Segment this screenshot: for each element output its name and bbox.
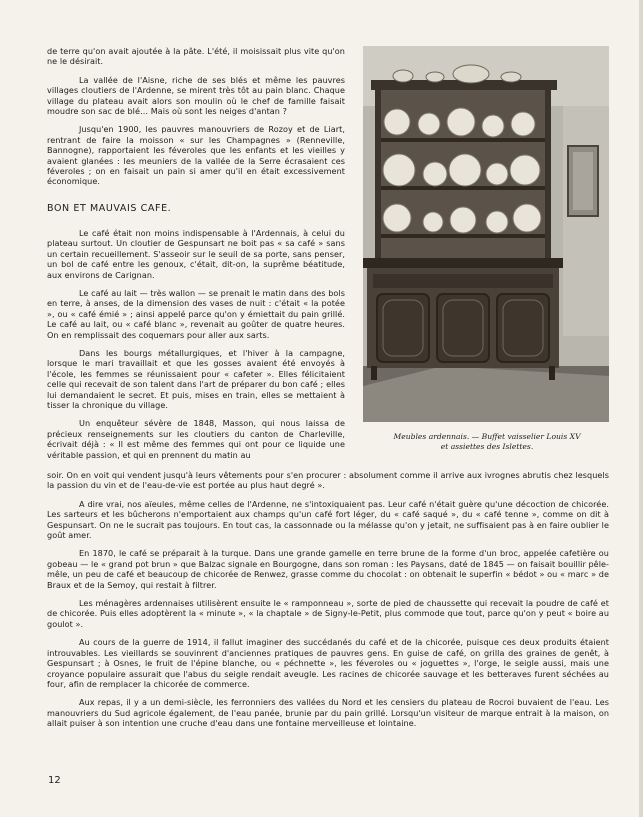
buffet-illustration <box>363 46 609 422</box>
paragraph-water: Aux repas, il y a un demi-siècle, les ferronniers des vallées du Nord et les censiers du plateau de Rocroi buvaient de l'eau. Les manouvriers du Sud agricole également, de l'eau panée, brunie par du pain grillé. Lorsqu'un visiteur de marque entrait à la maison, on allait puiser à son intention une cruche d'eau dans une fontaine merveilleuse et lointaine. <box>47 697 609 729</box>
paragraph-feveroles: Jusqu'en 1900, les pauvres manouvriers de Rozoy et de Liart, rentrant de faire la moisson « sur les Champagnes » (Renneville, Bannogne), rapportaient les féveroles que les enfants et les vieilles y avaient glanées : les meuniers de la vallée de la Serre écrasaient ces féveroles ; on en faisait un pain si amer qu'il en était excessivement économique. <box>47 124 345 187</box>
paragraph-aisne-valley: La vallée de l'Aisne, riche de ses blés et même les pauvres villages cloutiers de l'Ardenne, se mirent très tôt au pain blanc. Chaque village du plateau avait alors son moulin où le chef de famille faisait moudre son sac de blé… Mais où sont les neiges d'antan ? <box>47 74 345 117</box>
buffet-photo <box>363 46 609 422</box>
left-text-column <box>47 46 345 460</box>
paragraph-war-substitutes: Au cours de la guerre de 1914, il fallut imaginer des succédanés du café et de la chicorée, puisque ces deux produits étaient introuvables. Les vieillards se souvinrent d'anciennes pratiques de pauvres gens. En guise de café, on grilla des graines de genêt, à Gespunsart ; à Osnes, le fruit de l'épine blanche, ou « péchnette », les féveroles ou « joguettes », l'orge, le seigle aussi, mais une croyance populaire assurait que l'abus du seigle rendait aveugle. Les racines de chicorée sauvage et les betteraves furent séchées au four, afin de remplacer la chicorée de commerce. <box>47 637 609 689</box>
caption-line-1: Meubles ardennais. — Buffet vaisselier Louis XV <box>393 432 581 441</box>
paragraph-ramponneau: Les ménagères ardennaises utilisèrent ensuite le « ramponneau », sorte de pied de chaussette qui recevait la poudre de café et de chicorée. Puis elles adoptèrent la « minute », « la chaptale » de Signy-le-Petit, plus commode que tout, parce qu'on y peut « boire au goulot ». <box>47 598 609 629</box>
paragraph-masson-cont: soir. On en voit qui vendent jusqu'à leurs vêtements pour s'en procurer : absolument comme il arrive aux ivrognes abrutis chez lesquels la passion du vin et de l'eau-de-vie est portée au plus haut degré ». <box>47 470 609 491</box>
paragraph-masson: Un enquêteur sévère de 1848, Masson, qui nous laissa de précieux renseignements sur les cloutiers du canton de Charleville, écrivait déjà : « Il est même des femmes qui ont pour ce liquide une véritable passion, et qui en prennent du matin au <box>47 418 345 460</box>
paragraph-cafeter: Dans les bourgs métallurgiques, et l'hiver à la campagne, lorsque le mari travaillait et que les gosses avaient été envoyés à l'école, les femmes se réunissaient pour « cafeter ». Elles félicitaient celle qui recevait de son talent dans l'art de préparer du bon café ; elles lui demandaient le secret. Et puis, mises en train, elles se mettaient à tisser la chronique du village. <box>47 347 345 410</box>
caption-line-2: et assiettes des Islettes. <box>440 442 534 451</box>
paragraph-coffee-intro: Le café était non moins indispensable à l'Ardennais, à celui du plateau surtout. Un cloutier de Gespunsart ne boit pas « sa café » sans un certain recueillement. S'asseoir sur le seuil de sa porte, sans penser, un bol de café entre les genoux, c'était, dit-on, la suprême béatitude, aux environs de Carignan. <box>47 227 345 280</box>
paragraph-turkish-coffee: En 1870, le café se préparait à la turque. Dans une grande gamelle en terre brune de la forme d'un broc, appelée cafetière ou gobeau — le « grand pot brun » que Balzac signale en Bourgogne, dans son roman : les Paysans, daté de 1845 — on faisait bouillir pêle-mêle, un peu de café et beaucoup de chicorée de Renwez, grasse comme du chocolat : on obtenait le superfin « bédot » ou « marc » de Braux et de la Semoy, qui restait à filtrer. <box>47 548 609 590</box>
paragraph-chicory: A dire vrai, nos aïeules, même celles de l'Ardenne, ne s'intoxiquaient pas. Leur café n'était guère qu'une décoction de chicorée. Les sarteurs et les bûcherons n'emportaient aux champs qu'un café fort léger, du « café saqué », du « café tenne », comme on dit à Gespunsart. On ne le sucrait pas toujours. En tout cas, la cassonnade ou la mélasse qu'on y jetait, ne suffisaient pas à en faire oublier le goût amer. <box>47 498 609 541</box>
full-width-text <box>47 470 609 737</box>
photo-caption <box>362 432 612 452</box>
section-heading: BON ET MAUVAIS CAFE. <box>47 202 172 214</box>
paragraph-cafe-au-lait: Le café au lait — très wallon — se prenait le matin dans des bols en terre, à anses, de la dimension des vases de nuit : c'était « la potée », ou « café émié » ; ainsi appelé parce qu'on y émiettait du pain grillé. Le café au lait, ou « café blanc », revenait au goûter de quatre heures. On en remplissait des coquemars pour aller aux sarts. <box>47 287 345 340</box>
paragraph-bread-mold: de terre qu'on avait ajoutée à la pâte. L'été, il moisissait plus vite qu'on ne le désirait. <box>47 46 345 67</box>
page-number: 12 <box>48 775 61 786</box>
